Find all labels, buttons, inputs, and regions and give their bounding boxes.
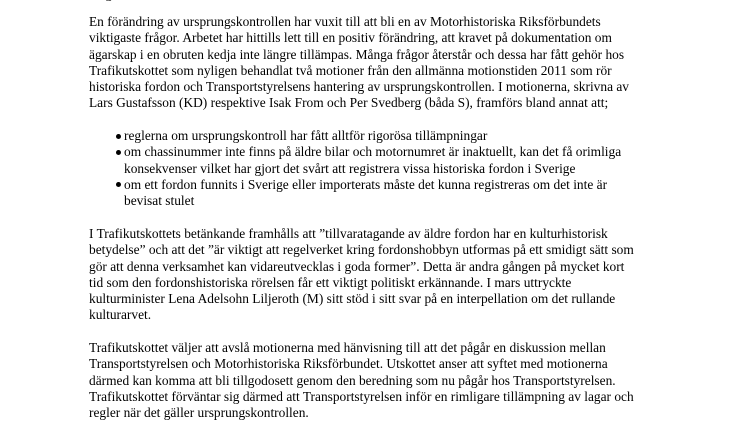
text-line: Lars Gustafsson (KD) respektive Isak From och Per Svedberg (båda S), framförs bland annat att; [89, 95, 609, 111]
text-line: I Trafikutskottets betänkande framhålls att ”tillvaratagande av äldre fordon har en kulturhistorisk [89, 226, 608, 241]
bullet-item [89, 128, 621, 144]
text-line: gör att denna verksamhet kan vidareutvecklas i goda former”. Detta är andra gången på mycket kort [89, 258, 625, 274]
text-line: Transportstyrelsen och Motorhistoriska Riksförbundet. Utskottet anser att syftet med motionerna [89, 356, 608, 372]
bullet-list [89, 128, 621, 209]
bullet-icon [116, 134, 121, 139]
text-line: Trafikutskottet som nyligen behandlat två motioner från den allmänna motionstiden 2011 som rör [89, 62, 612, 78]
bullet-icon [116, 182, 121, 187]
text-line: kulturarvet. [89, 307, 152, 323]
text-line: bevisat stulet [124, 193, 195, 209]
bullet-item [89, 144, 621, 177]
text-line: kulturminister Lena Adelsohn Liljeroth (M) sitt stöd i sitt svar på en interpellation om det rullande [89, 291, 616, 307]
text-line: därmed kan komma att bli tillgodosett genom den beredning som nu pågår hos Transportstyrelsen. [89, 372, 616, 388]
paragraph-committee-report [89, 226, 634, 324]
text-line: betydelse” och att det ”är viktigt att regelverket kring fordonshobbyn utformas på ett smidigt sätt som [89, 242, 634, 258]
paragraph-intro [89, 14, 629, 112]
bullet-icon [116, 150, 121, 155]
text-line: om ett fordon funnits i Sverige eller importerats måste det kunna registreras om det inte är [124, 176, 608, 192]
text-line: historiska fordon och Transportstyrelsens hantering av ursprungskontrollen. I motionerna, skrivna av [89, 79, 629, 95]
text-line: ägarskap i en obruten kedja inte längre tillämpas. Många frågor återstår och dessa har fått gehör hos [89, 46, 625, 62]
text-line: om chassinummer inte finns på äldre bilar och motornumret är inaktuellt, kan det få orimliga [124, 144, 622, 160]
text-line: tid som den fordonshistoriska rörelsen får ett viktigt politiskt erkännande. I mars uttryckte [89, 274, 572, 290]
paragraph-decision [89, 340, 634, 421]
text-line: Trafikutskottet väljer att avslå motionerna med hänvisning till att det pågår en diskussion mellan [89, 340, 606, 355]
text-line: konsekvenser vilket har gjort det svårt att registrera vissa historiska fordon i Sverige [124, 160, 576, 176]
text-line: En förändring av ursprungskontrollen har vuxit till att bli en av Motorhistoriska Riksförbundets [89, 14, 601, 29]
text-line: viktigaste frågor. Arbetet har hittills lett till en positiv förändring, att kravet på dokumentation om [89, 30, 612, 46]
bullet-item [89, 177, 621, 210]
cropped-heading-fragment [89, 0, 119, 2]
text-line: regler när det gäller ursprungskontrollen. [89, 405, 309, 421]
text-line: reglerna om ursprungskontroll har fått alltför rigorösa tillämpningar [124, 128, 488, 143]
text-line: Trafikutskottet förväntar sig därmed att Transportstyrelsen inför en rimligare tillämpning av lagar och [89, 388, 634, 404]
